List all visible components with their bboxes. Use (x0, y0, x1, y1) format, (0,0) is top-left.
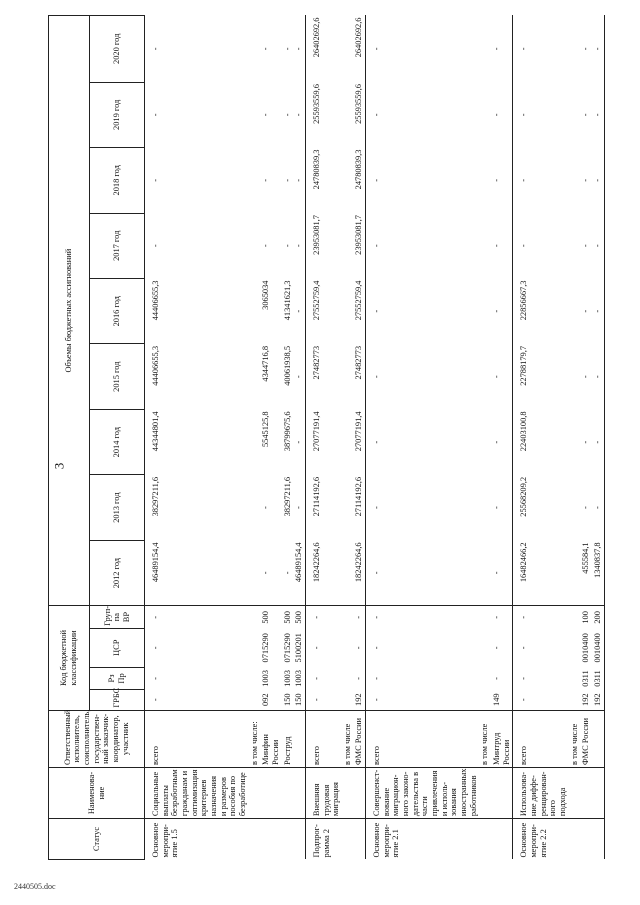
header-year: 2017 год (90, 213, 145, 278)
row-grbs: 149 (491, 690, 513, 710)
row-value-cell: - (372, 440, 382, 444)
row-vr: 500 (293, 606, 305, 629)
row-rzpr: 1003 (261, 670, 271, 687)
row-name (249, 767, 261, 818)
row-value-cell: - (151, 113, 160, 117)
row-value-cell: 22856667,3 (519, 280, 529, 321)
row-grbs: - (305, 690, 341, 710)
table-row (282, 16, 294, 860)
row-responsible: Минфин России (260, 710, 281, 767)
row-name: Социальные выплаты безработным гражданам и оптимизация критериев назначения и размеров пособия по безработице (145, 767, 249, 818)
row-status: Основное меропри-ятие 2.1 (372, 822, 401, 858)
row-value-cell: - (282, 178, 292, 182)
row-value-cell: - (372, 571, 382, 575)
row-value-cell: - (151, 244, 160, 248)
table-body (145, 16, 605, 860)
row-rzpr: - (311, 677, 321, 680)
row-value-cell: - (592, 16, 604, 83)
header-status: Статус (49, 819, 145, 860)
footer-filename: 2440505.doc (14, 882, 56, 891)
row-value-cell: - (261, 244, 271, 248)
row-rzpr: - (151, 677, 160, 680)
row-status (342, 819, 354, 860)
row-responsible: всего (305, 710, 341, 767)
row-rzpr: - (519, 677, 529, 680)
row-vr: 200 (592, 606, 604, 629)
row-value-cell (249, 540, 261, 605)
table-row (305, 16, 341, 860)
row-status (260, 819, 281, 860)
row-value-cell: - (293, 475, 305, 540)
row-grbs: 150 (293, 690, 305, 710)
row-value-cell (249, 213, 261, 278)
row-value-cell: 44406655,3 (151, 345, 160, 386)
row-value-cell: 18242264,6 (311, 542, 321, 583)
row-value-cell: - (282, 571, 292, 575)
row-value-cell: - (581, 506, 591, 510)
row-rzpr: - (491, 667, 513, 690)
row-status: Подпрог-рамма 2 (311, 824, 331, 858)
row-value-cell: - (581, 244, 591, 248)
row-value-cell (342, 213, 354, 278)
row-value-cell: 27552759,4 (353, 279, 365, 344)
row-value-cell: 25593559,6 (311, 84, 321, 124)
row-value-cell: 26402692,6 (353, 16, 365, 83)
row-vr: - (366, 606, 480, 629)
row-status (491, 819, 513, 860)
table-row (491, 16, 513, 860)
row-value-cell (342, 82, 354, 147)
row-status (353, 819, 365, 860)
row-value-cell: 4344716,8 (261, 345, 271, 382)
table-row (569, 16, 581, 860)
row-value-cell (479, 344, 491, 409)
row-value-cell (569, 344, 581, 409)
rotated-table-wrapper (48, 15, 638, 860)
row-value-cell: - (282, 47, 292, 51)
row-value-cell: 23953081,7 (353, 213, 365, 278)
row-value-cell: 26402692,6 (311, 17, 321, 58)
row-value-cell (569, 409, 581, 474)
row-responsible: в том числе (569, 710, 581, 767)
row-value-cell: - (491, 213, 513, 278)
row-grbs: - (145, 690, 249, 710)
row-value-cell: - (491, 540, 513, 605)
row-responsible: ФМС России (580, 710, 592, 767)
row-csr: 0715290 (282, 633, 292, 663)
row-value-cell: 27482773 (353, 344, 365, 409)
row-grbs (249, 690, 261, 710)
row-value-cell: 46489154,4 (293, 540, 305, 605)
row-value-cell: - (592, 82, 604, 147)
row-value-cell: 25568209,2 (519, 476, 529, 517)
header-year: 2016 год (90, 279, 145, 344)
row-value-cell (342, 16, 354, 83)
row-value-cell (249, 475, 261, 540)
row-value-cell: 24780839,3 (311, 149, 321, 190)
header-year: 2013 год (90, 475, 145, 540)
row-name (580, 767, 592, 818)
row-vr: - (145, 606, 249, 629)
row-vr: 500 (260, 606, 281, 629)
row-value-cell: - (372, 309, 382, 313)
row-grbs (479, 690, 491, 710)
row-name (260, 767, 281, 818)
row-value-cell: 16482466,2 (519, 542, 529, 583)
row-csr (342, 628, 354, 667)
row-grbs (569, 690, 581, 710)
row-value-cell: - (293, 409, 305, 474)
row-value-cell: - (491, 475, 513, 540)
row-responsible: Роструд (282, 710, 294, 767)
row-value-cell: - (372, 375, 382, 379)
row-value-cell: - (592, 213, 604, 278)
row-rzpr: 1003 (282, 670, 292, 687)
row-rzpr: - (372, 677, 382, 680)
row-value-cell: 27114192,6 (311, 476, 321, 517)
row-value-cell: - (581, 440, 591, 444)
row-vr: - (353, 606, 365, 629)
row-csr: - (311, 646, 321, 650)
header-budget-code: Код бюджетной классификации (49, 606, 90, 710)
header-year: 2020 год (90, 16, 145, 83)
row-vr (249, 606, 261, 629)
row-name: Использова-ние диффе-ренцирован-ного подхода (513, 767, 569, 818)
row-value-cell: 38799675,6 (282, 411, 292, 452)
row-value-cell: - (519, 47, 529, 51)
row-value-cell: 18242264,6 (353, 540, 365, 605)
header-year: 2018 год (90, 148, 145, 213)
row-rzpr: 1003 (293, 667, 305, 690)
row-value-cell: 455584,1 (581, 542, 591, 574)
row-value-cell: - (282, 113, 292, 117)
row-value-cell: - (491, 409, 513, 474)
row-value-cell (569, 213, 581, 278)
row-name (569, 767, 581, 818)
row-responsible: всего (145, 710, 249, 767)
row-csr: 5100201 (293, 628, 305, 667)
row-value-cell: - (261, 47, 271, 51)
header-csr: ЦСР (90, 628, 145, 667)
row-value-cell: - (592, 279, 604, 344)
table-row (342, 16, 354, 860)
row-value-cell: 27482773 (311, 345, 321, 380)
row-value-cell: - (372, 244, 382, 248)
row-value-cell (342, 475, 354, 540)
row-status: Основное меропри-ятие 2.2 (519, 822, 548, 858)
row-value-cell (569, 16, 581, 83)
header-year: 2012 год (90, 540, 145, 605)
row-value-cell: 5545125,8 (261, 411, 271, 448)
row-value-cell: - (519, 244, 529, 248)
row-csr: 0010400 (592, 628, 604, 667)
header-rzpr: Рз Пр (90, 667, 145, 690)
row-name: Совершенст-вование миграцион-ного законо-дательства в части привлечения и исполь-зования иностранных работников (366, 767, 480, 818)
row-value-cell: 40061938,5 (282, 345, 292, 386)
row-value-cell: 44344801,4 (151, 411, 160, 452)
row-value-cell: 41341621,3 (282, 280, 292, 321)
row-name (592, 767, 604, 818)
row-value-cell: - (592, 475, 604, 540)
row-value-cell: 27552759,4 (311, 280, 321, 321)
row-value-cell: - (151, 47, 160, 51)
row-responsible: всего (366, 710, 480, 767)
row-value-cell: - (293, 344, 305, 409)
row-value-cell: - (282, 244, 292, 248)
row-value-cell: - (491, 279, 513, 344)
row-grbs: 150 (282, 690, 294, 710)
row-value-cell: - (261, 178, 271, 182)
row-csr (569, 628, 581, 667)
row-grbs: 192 (592, 690, 604, 710)
table-row (260, 16, 281, 860)
row-value-cell (479, 475, 491, 540)
row-grbs: 192 (580, 690, 592, 710)
row-value-cell: - (581, 113, 591, 117)
row-rzpr: 0311 (592, 667, 604, 690)
row-value-cell: - (293, 82, 305, 147)
row-value-cell: 3065034 (261, 280, 271, 310)
row-value-cell: - (372, 506, 382, 510)
header-year: 2019 год (90, 82, 145, 147)
row-value-cell: 38297211,6 (151, 476, 160, 517)
row-value-cell: - (592, 148, 604, 213)
row-status: Основное меропри-ятие 1.5 (151, 822, 180, 858)
row-value-cell (569, 148, 581, 213)
row-responsible: в том числе (479, 710, 491, 767)
row-vr (479, 606, 491, 629)
row-grbs: - (513, 690, 569, 710)
row-value-cell (479, 409, 491, 474)
budget-table (48, 15, 605, 860)
row-value-cell: - (293, 213, 305, 278)
row-value-cell (479, 148, 491, 213)
page-number: 3 (51, 462, 67, 470)
row-value-cell: - (261, 506, 271, 510)
row-vr (569, 606, 581, 629)
row-responsible: в том числе (342, 710, 354, 767)
row-grbs: 192 (353, 690, 365, 710)
row-value-cell (249, 148, 261, 213)
row-status (592, 819, 604, 860)
row-value-cell: 24780839,3 (353, 148, 365, 213)
row-value-cell (342, 148, 354, 213)
row-vr: - (491, 606, 513, 629)
row-value-cell: - (581, 178, 591, 182)
row-value-cell (342, 344, 354, 409)
row-value-cell: - (592, 344, 604, 409)
row-csr (249, 628, 261, 667)
row-value-cell: - (261, 113, 271, 117)
row-value-cell (342, 279, 354, 344)
row-name: Внешняя трудовая миграция (305, 767, 341, 818)
row-name (342, 767, 354, 818)
row-rzpr: 0311 (581, 670, 591, 687)
row-value-cell (249, 16, 261, 83)
row-value-cell: 1340837,8 (592, 540, 604, 605)
table-row (513, 16, 569, 860)
row-value-cell: 25593559,6 (353, 82, 365, 147)
row-rzpr (569, 667, 581, 690)
row-value-cell (249, 82, 261, 147)
row-value-cell: - (293, 16, 305, 83)
row-value-cell: - (519, 113, 529, 117)
row-value-cell: - (592, 409, 604, 474)
header-allocations: Объемы бюджетных ассигнований (49, 16, 90, 606)
row-value-cell: 27114192,6 (353, 475, 365, 540)
row-value-cell: - (581, 375, 591, 379)
row-csr: - (519, 646, 529, 650)
row-value-cell (569, 279, 581, 344)
row-value-cell: - (491, 344, 513, 409)
row-csr (479, 628, 491, 667)
row-value-cell: 27077191,4 (311, 411, 321, 452)
row-status (249, 819, 261, 860)
row-vr: 100 (580, 606, 592, 629)
row-value-cell: 27077191,4 (353, 409, 365, 474)
row-grbs: 092 (260, 690, 281, 710)
table-row (366, 16, 480, 860)
row-rzpr: - (353, 667, 365, 690)
row-vr: - (305, 606, 341, 629)
row-csr: - (353, 628, 365, 667)
header-name: Наименова-ние (49, 767, 145, 818)
row-grbs (342, 690, 354, 710)
row-name (293, 767, 305, 818)
row-csr: 0715290 (261, 633, 271, 663)
table-row (580, 16, 592, 860)
row-responsible: ФМС России (353, 710, 365, 767)
row-value-cell (479, 82, 491, 147)
row-status (580, 819, 592, 860)
row-responsible (592, 710, 604, 767)
row-value-cell: 23953081,7 (311, 215, 321, 255)
row-value-cell (479, 213, 491, 278)
row-csr: - (372, 646, 382, 650)
header-year: 2014 год (90, 409, 145, 474)
row-responsible (293, 710, 305, 767)
row-value-cell: - (372, 113, 382, 117)
row-csr: 0010400 (581, 633, 591, 663)
row-name (353, 767, 365, 818)
row-status (569, 819, 581, 860)
row-vr: - (513, 606, 569, 629)
row-grbs: - (366, 690, 480, 710)
table-row (353, 16, 365, 860)
row-value-cell: 46489154,4 (151, 542, 160, 583)
row-value-cell: - (293, 148, 305, 213)
row-value-cell (249, 409, 261, 474)
row-value-cell: - (491, 82, 513, 147)
row-value-cell: - (372, 47, 382, 51)
header-vr: Груп-па ВР (90, 606, 145, 629)
row-value-cell (249, 344, 261, 409)
row-value-cell (342, 540, 354, 605)
row-value-cell: - (372, 178, 382, 182)
row-value-cell: - (491, 16, 513, 83)
row-value-cell: - (581, 47, 591, 51)
table-row (479, 16, 491, 860)
row-value-cell (249, 279, 261, 344)
row-responsible: Минтруд России (491, 710, 513, 767)
row-rzpr (249, 667, 261, 690)
row-csr: - (491, 628, 513, 667)
row-value-cell (569, 82, 581, 147)
row-rzpr (479, 667, 491, 690)
header-grbs: ГРБС (90, 690, 145, 710)
header-responsible: Ответственный исполнитель, соисполнитель, государствен-ный заказчик-координатор, участник (49, 710, 145, 767)
row-csr: - (151, 646, 160, 650)
row-value-cell (479, 16, 491, 83)
row-value-cell: - (151, 178, 160, 182)
row-value-cell: 44406655,3 (151, 280, 160, 321)
row-value-cell (569, 475, 581, 540)
row-vr (342, 606, 354, 629)
row-rzpr (342, 667, 354, 690)
row-name (491, 767, 513, 818)
table-row (145, 16, 249, 860)
row-value-cell: - (491, 148, 513, 213)
row-responsible: всего (513, 710, 569, 767)
row-value-cell (342, 409, 354, 474)
row-value-cell: - (519, 178, 529, 182)
row-status (479, 819, 491, 860)
table-row (293, 16, 305, 860)
row-value-cell: 22788179,7 (519, 345, 529, 386)
row-value-cell (479, 540, 491, 605)
row-vr: 500 (282, 606, 294, 629)
row-value-cell: - (261, 571, 271, 575)
row-status (293, 819, 305, 860)
row-value-cell: - (293, 279, 305, 344)
row-value-cell (479, 279, 491, 344)
row-responsible: в том числе: (249, 710, 261, 767)
table-row (249, 16, 261, 860)
row-name (282, 767, 294, 818)
row-status (282, 819, 294, 860)
header-year: 2015 год (90, 344, 145, 409)
row-value-cell: 38297211,6 (282, 476, 292, 517)
row-value-cell: 22403100,8 (519, 411, 529, 452)
table-row (592, 16, 604, 860)
row-name (479, 767, 491, 818)
row-value-cell: - (581, 309, 591, 313)
row-value-cell (569, 540, 581, 605)
